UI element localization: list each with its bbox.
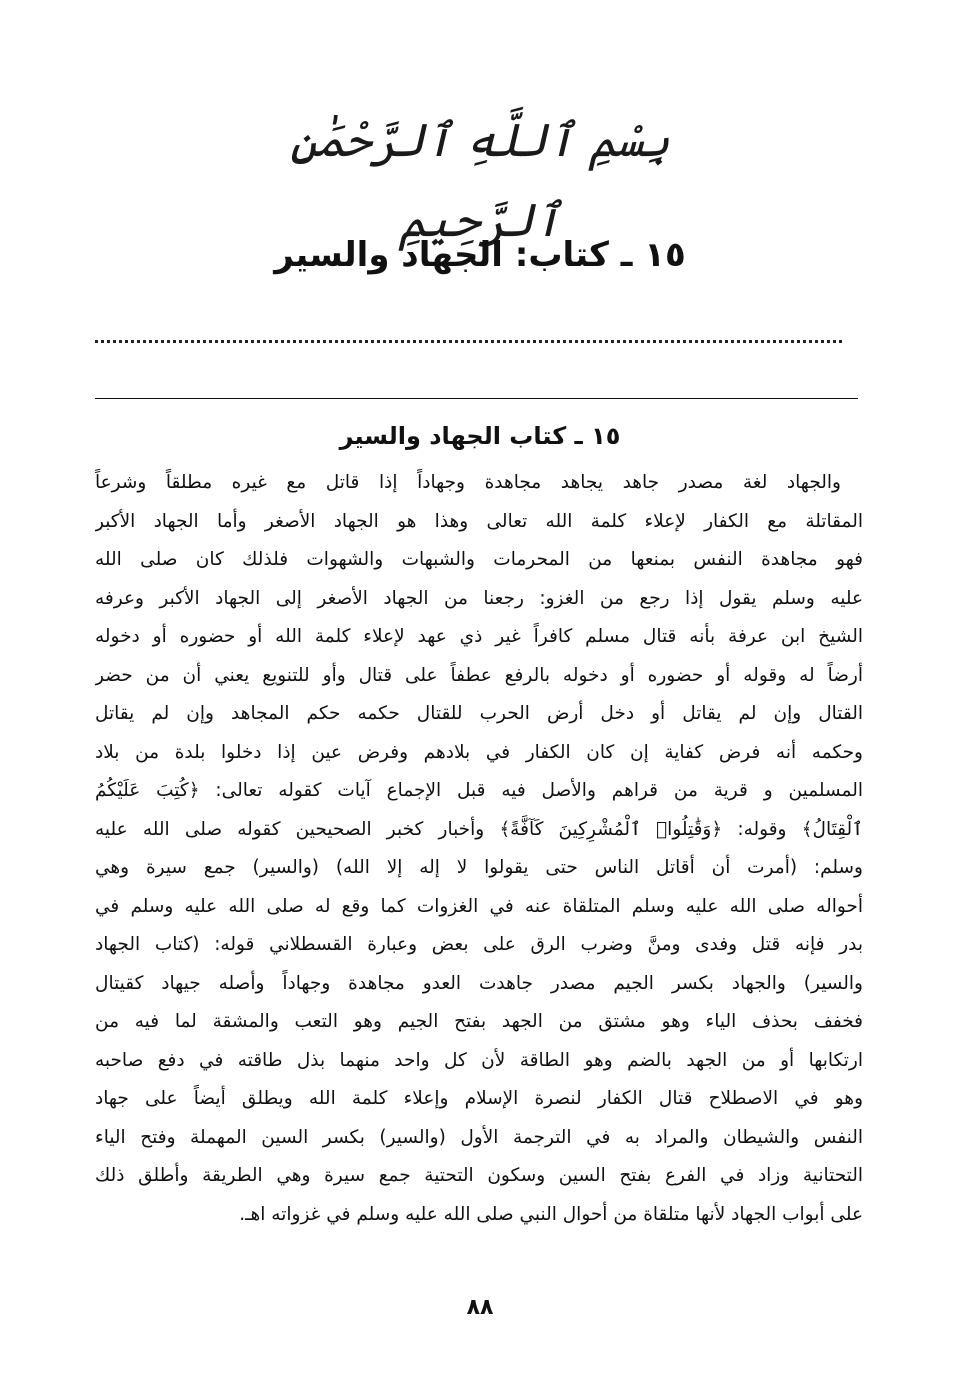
body-line: فهو مجاهدة النفس بمنعها من المحرمات والشبهات والشهوات فلذلك كان صلى الله (95, 549, 863, 570)
body-line: ارتكابها أو من الجهد بالضم وهو الطاقة لأن كل واحد منهما بذل طاقته في دفع صاحبه (95, 1049, 863, 1071)
body-line: على أبواب الجهاد لأنها متلقاة من أحوال النبي صلى الله عليه وسلم في غزواته اهـ. (239, 1203, 863, 1225)
body-line: والسير) والجهاد بكسر الجيم مصدر جاهدت العدو مجاهدة وجهاداً وأصله جيهاد كقيتال (95, 972, 863, 994)
page-number: ٨٨ (466, 1295, 494, 1320)
body-line: وسلم: (أمرت أن أقاتل الناس حتى يقولوا لا إله إلا الله) (والسير) جمع سيرة وهي (95, 857, 863, 878)
body-line: وهو في الاصطلاح قتال الكفار لنصرة الإسلام وإعلاء كلمة الله ويطلق أيضاً على جهاد (95, 1088, 863, 1109)
body-line: ٱلْقِتَالُ﴾ وقوله: ﴿وَقَٰتِلُوا۟ ٱلْمُشْرِكِينَ كَآفَّةً﴾ وأخبار كخبر الصحيحين كقوله صلى الله عليه (95, 818, 863, 840)
chapter-title: ١٥ ـ كتاب: الجهاد والسير (274, 235, 686, 275)
body-line: وحكمه أنه فرض كفاية إن كان الكفار في بلادهم وفرض عين إذا دخلوا بلدة من بلاد (95, 741, 863, 763)
body-line: التحتانية وزاد في الفرع بفتح السين وسكون التحتية جمع سيرة وهي الطريقة وأطلق ذلك (95, 1165, 863, 1186)
basmala-calligraphy: بِسْمِ ٱللَّهِ ٱلرَّحْمَٰنِ ٱلرَّحِيمِ (290, 113, 670, 247)
body-line: النفس والشيطان والمراد به في الترجمة الأول (والسير) بكسر السين المهملة وفتح الياء (95, 1126, 863, 1148)
body-line: المقاتلة مع الكفار لإعلاء كلمة الله تعالى وهذا هو الجهاد الأصغر وأما الجهاد الأكبر (95, 510, 863, 532)
horizontal-rule (95, 398, 858, 399)
body-text (95, 464, 863, 1234)
body-line: القتال وإن لم يقاتل أو دخل أرض الحرب للقتال حكمه حكم المجاهد وإن لم يقاتل (95, 703, 863, 724)
body-line: أحواله صلى الله عليه وسلم المتلقاة عنه في الغزوات كما وقع له صلى الله عليه وسلم في (95, 895, 863, 917)
body-line: عليه وسلم يقول إذا رجع من الغزو: رجعنا من الجهاد الأصغر إلى الجهاد الأكبر وعرفه (95, 587, 863, 609)
body-line: والجهاد لغة مصدر جاهد يجاهد مجاهدة وجهاداً إذا قاتل مع غيره مطلقاً وشرعاً (95, 472, 841, 493)
body-line: بدر فإنه قتل وفدى ومنَّ وضرب الرق على بعض وعبارة القسطلاني قوله: (كتاب الجهاد (95, 934, 863, 955)
body-line: المسلمين و قرية من قراهم والأصل فيه قبل الإجماع آيات كقوله تعالى: ﴿كُتِبَ عَلَيْكُمُ (95, 780, 863, 801)
dotted-separator (95, 340, 842, 343)
body-line: فخفف بحذف الياء وهو مشتق من الجهد بفتح الجيم وهو التعب والمشقة لما فيه من (95, 1011, 863, 1032)
body-line: أرضاً له وقوله أو حضوره أو دخوله بالرفع عطفاً على قتال وأو للتنويع يعني أن من حضر (95, 664, 863, 686)
body-line: الشيخ ابن عرفة بأنه قتال مسلم كافراً غير ذي عهد لإعلاء كلمة الله أو حضوره أو دخوله (95, 626, 863, 647)
section-title: ١٥ ـ كتاب الجهاد والسير (339, 422, 621, 450)
